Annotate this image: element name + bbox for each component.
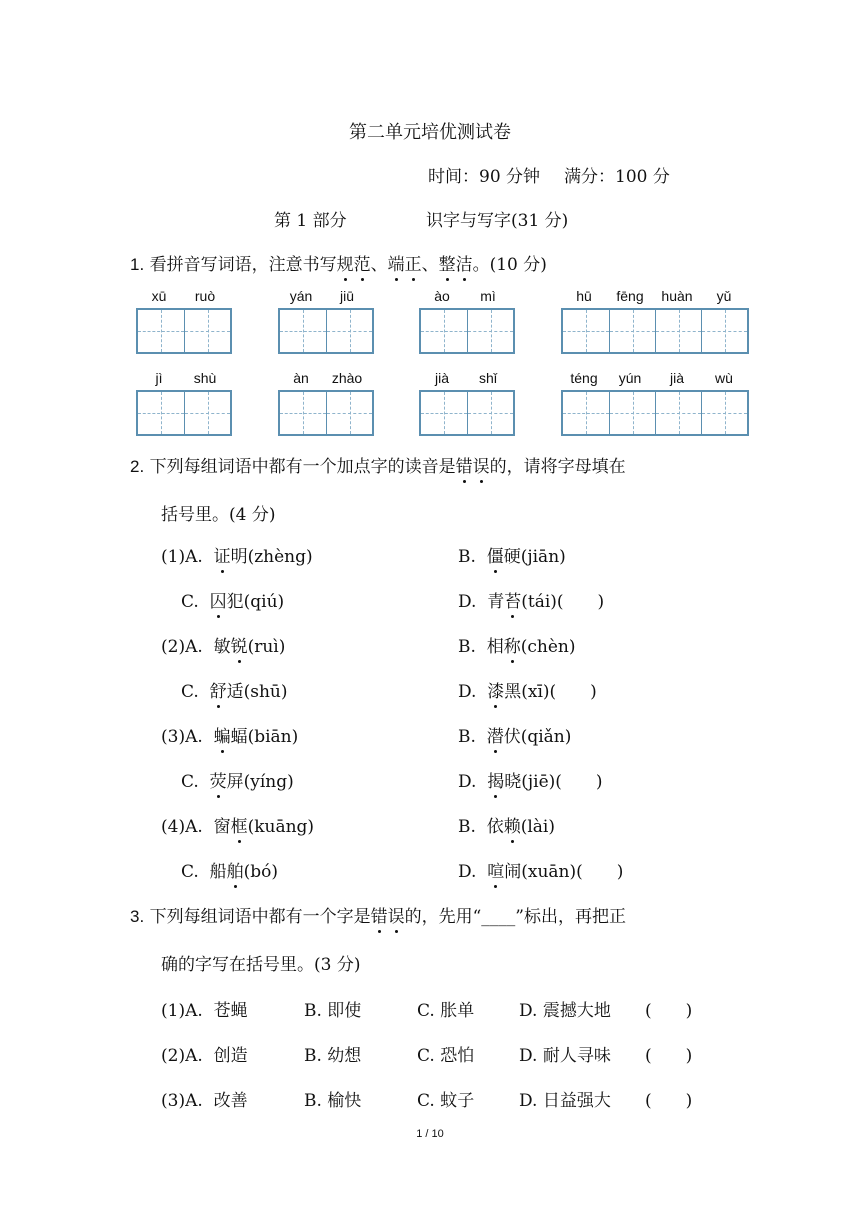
option-a — [161, 632, 285, 657]
answer-blank[interactable]: (tái)( ) — [521, 592, 605, 612]
word-part: 相 — [486, 637, 504, 657]
option-a — [161, 812, 314, 837]
dotted-char: 错 — [371, 902, 388, 927]
option-c — [181, 857, 278, 882]
pinyin-label: ào — [434, 288, 450, 304]
dotted-char: 证 — [214, 542, 231, 567]
word-part: 明(zhèng) — [230, 547, 313, 567]
writing-cell[interactable] — [184, 310, 230, 352]
pinyin-label: jiū — [339, 288, 354, 304]
word-part: (bó) — [243, 862, 279, 882]
pinyin-label: shù — [193, 370, 217, 386]
separator: 、 — [370, 255, 388, 275]
dotted-char: 舶 — [227, 857, 244, 882]
question-text: 的，请将字母填在 — [489, 457, 626, 477]
writing-cell[interactable] — [609, 310, 655, 352]
dotted-char: 范 — [354, 250, 371, 275]
word-part: 敏 — [213, 637, 231, 657]
question-text: 看拼音写词语，注意书写 — [149, 255, 337, 275]
writing-cell[interactable] — [280, 310, 326, 352]
writing-grid[interactable] — [278, 390, 374, 436]
option-d: D. 日益强大 — [519, 1091, 611, 1111]
separator: 、 — [421, 255, 439, 275]
option-c: C. 蚊子 — [417, 1091, 475, 1111]
option-c — [181, 677, 288, 702]
writing-cell[interactable] — [138, 392, 184, 434]
dotted-char: 潜 — [487, 722, 504, 747]
question-number: 3. — [130, 907, 145, 926]
option-b: B. 榆快 — [304, 1091, 362, 1111]
question-text: 下列每组词语中都有一个字是 — [149, 907, 371, 927]
item-label: B. — [458, 547, 476, 567]
question-1 — [130, 250, 547, 275]
dotted-char: 僵 — [487, 542, 504, 567]
answer-blank[interactable]: ( ) — [645, 1001, 693, 1021]
item-label: D. — [458, 862, 477, 882]
option-a: 创造 — [213, 1046, 248, 1066]
writing-grid[interactable] — [136, 390, 232, 436]
dotted-char: 误 — [473, 452, 490, 477]
pinyin-label: fēng — [616, 288, 644, 304]
item-label: (2)A. — [161, 637, 203, 657]
option-c: C. 恐怕 — [417, 1046, 475, 1066]
option-b — [458, 722, 571, 747]
option-d — [458, 857, 623, 882]
pinyin-label: yún — [618, 370, 642, 386]
question-3 — [130, 902, 626, 927]
option-d — [458, 587, 604, 612]
option-c — [181, 767, 294, 792]
item-label: D. — [458, 682, 477, 702]
option-a: 改善 — [213, 1091, 248, 1111]
item-label: (1)A. — [161, 547, 203, 567]
word-part: 屏(yíng) — [226, 772, 294, 792]
dotted-char: 洁 — [456, 250, 473, 275]
dotted-char: 称 — [504, 632, 521, 657]
word-part: 窗 — [213, 817, 231, 837]
item-label: C. — [181, 592, 199, 612]
dotted-char: 整 — [439, 250, 456, 275]
writing-cell[interactable] — [701, 392, 747, 434]
q3-item-label — [161, 1041, 248, 1066]
word-part: (lài) — [520, 817, 555, 837]
item-label: (3)A. — [161, 1091, 203, 1111]
word-part: 依 — [486, 817, 504, 837]
option-a — [161, 722, 298, 747]
pinyin-label: huàn — [661, 288, 693, 304]
word-part: 硬(jiān) — [503, 547, 566, 567]
item-label: D. — [458, 592, 477, 612]
option-b: B. 幼想 — [304, 1046, 362, 1066]
writing-cell[interactable] — [326, 392, 372, 434]
option-d: D. 耐人寻味 — [519, 1046, 611, 1066]
pinyin-label: jià — [669, 370, 684, 386]
dotted-char: 赖 — [504, 812, 521, 837]
item-label: D. — [458, 772, 477, 792]
pinyin-label: zhào — [331, 370, 363, 386]
writing-cell[interactable] — [563, 392, 609, 434]
exam-time: 时间：90 分钟 — [428, 167, 541, 187]
item-label: C. — [181, 772, 199, 792]
item-label: C. — [181, 862, 199, 882]
writing-cell[interactable] — [421, 392, 467, 434]
section-name: 识字与写字(31 分) — [426, 211, 569, 231]
pinyin-label: xū — [151, 288, 167, 304]
dotted-char: 正 — [405, 250, 422, 275]
word-part: (chèn) — [520, 637, 576, 657]
option-a — [161, 542, 313, 567]
exam-full-score: 满分：100 分 — [564, 167, 670, 187]
writing-cell[interactable] — [609, 392, 655, 434]
writing-cell[interactable] — [655, 310, 701, 352]
dotted-char: 蝙 — [214, 722, 231, 747]
dotted-char: 误 — [388, 902, 405, 927]
dotted-char: 苔 — [504, 587, 521, 612]
writing-cell[interactable] — [467, 310, 513, 352]
writing-cell[interactable] — [563, 310, 609, 352]
option-d — [458, 767, 603, 792]
page-title: 第二单元培优测试卷 — [349, 122, 511, 143]
section-label: 第 1 部分 — [274, 211, 347, 231]
dotted-char: 端 — [388, 250, 405, 275]
question-text-line2: 确的字写在括号里。(3 分) — [161, 955, 361, 975]
dotted-char: 揭 — [487, 767, 504, 792]
option-b — [458, 812, 555, 837]
writing-cell[interactable] — [138, 310, 184, 352]
item-label: B. — [458, 637, 476, 657]
writing-cell[interactable] — [184, 392, 230, 434]
pinyin-label: yǔ — [716, 288, 732, 304]
writing-cell[interactable] — [655, 392, 701, 434]
option-c — [181, 587, 284, 612]
pinyin-label: téng — [570, 370, 598, 386]
dotted-char: 错 — [456, 452, 473, 477]
option-d: D. 震撼大地 — [519, 1001, 611, 1021]
pinyin-label: jì — [155, 370, 163, 386]
q3-item-label — [161, 996, 248, 1021]
option-c: C. 胀单 — [417, 1001, 475, 1021]
pinyin-label: àn — [293, 370, 309, 386]
item-label: (1)A. — [161, 1001, 203, 1021]
pinyin-label: ruò — [194, 288, 216, 304]
writing-cell[interactable] — [421, 310, 467, 352]
question-2 — [130, 452, 626, 477]
pinyin-label: mì — [480, 288, 496, 304]
option-d — [458, 677, 597, 702]
answer-blank[interactable]: 闹(xuān)( ) — [504, 862, 624, 882]
answer-blank[interactable]: 黑(xī)( ) — [504, 682, 597, 702]
dotted-char: 框 — [231, 812, 248, 837]
dotted-char: 喧 — [487, 857, 504, 882]
question-number: 1. — [130, 255, 145, 274]
dotted-char: 锐 — [231, 632, 248, 657]
dotted-char: 规 — [337, 250, 354, 275]
option-b — [458, 542, 566, 567]
word-part: (kuāng) — [247, 817, 315, 837]
question-score: 。(10 分) — [472, 255, 547, 275]
pinyin-label: wù — [715, 370, 733, 386]
pinyin-label: shǐ — [479, 370, 497, 386]
exam-meta — [428, 162, 670, 187]
word-part: (ruì) — [247, 637, 286, 657]
writing-cell[interactable] — [280, 392, 326, 434]
word-part: 伏(qiǎn) — [503, 727, 572, 747]
pinyin-label: yán — [289, 288, 313, 304]
word-part: 犯(qiú) — [226, 592, 285, 612]
question-text: 下列每组词语中都有一个加点字的读音是 — [149, 457, 456, 477]
answer-blank[interactable]: 晓(jiē)( ) — [504, 772, 603, 792]
writing-cell[interactable] — [467, 392, 513, 434]
writing-grid[interactable] — [419, 390, 515, 436]
item-label: C. — [181, 682, 199, 702]
word-part: 青 — [487, 592, 505, 612]
question-text: 的，先用“____”标出，再把正 — [404, 907, 626, 927]
question-text-line2: 括号里。(4 分) — [161, 505, 276, 525]
dotted-char: 荧 — [210, 767, 227, 792]
option-b — [458, 632, 575, 657]
writing-grid[interactable] — [278, 308, 374, 354]
q3-item-label — [161, 1086, 248, 1111]
answer-blank[interactable]: ( ) — [645, 1091, 693, 1111]
writing-grid[interactable] — [561, 390, 749, 436]
writing-grid[interactable] — [561, 308, 749, 354]
pinyin-label: hū — [576, 288, 592, 304]
item-label: B. — [458, 727, 476, 747]
item-label: (4)A. — [161, 817, 203, 837]
dotted-char: 漆 — [487, 677, 504, 702]
dotted-char: 舒 — [210, 677, 227, 702]
writing-grid[interactable] — [136, 308, 232, 354]
pinyin-label: jià — [434, 370, 449, 386]
item-label: B. — [458, 817, 476, 837]
dotted-char: 囚 — [210, 587, 227, 612]
word-part: 适(shū) — [226, 682, 288, 702]
item-label: (2)A. — [161, 1046, 203, 1066]
writing-grid[interactable] — [419, 308, 515, 354]
page-number: 1 / 10 — [416, 1128, 444, 1140]
writing-cell[interactable] — [326, 310, 372, 352]
option-b: B. 即使 — [304, 1001, 362, 1021]
option-a: 苍蝇 — [213, 1001, 248, 1021]
word-part: 船 — [209, 862, 227, 882]
answer-blank[interactable]: ( ) — [645, 1046, 693, 1066]
word-part: 蝠(biān) — [230, 727, 299, 747]
question-number: 2. — [130, 457, 145, 476]
writing-cell[interactable] — [701, 310, 747, 352]
item-label: (3)A. — [161, 727, 203, 747]
